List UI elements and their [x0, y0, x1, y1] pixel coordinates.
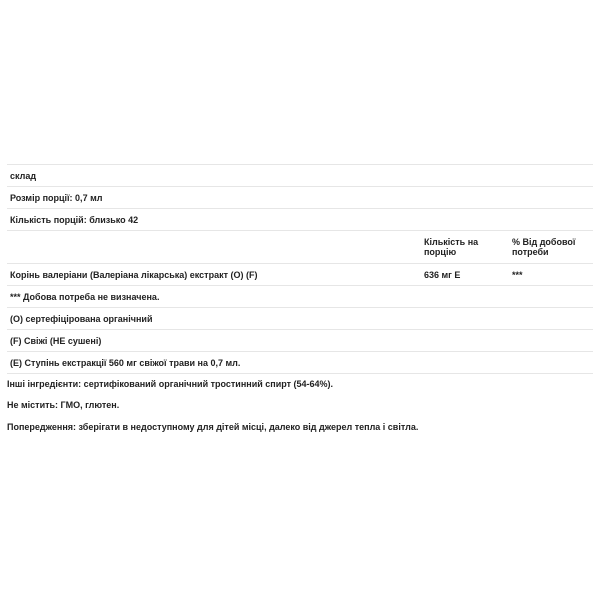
ingredient-amount: 636 мг E — [421, 264, 509, 286]
ingredient-dv: *** — [509, 264, 593, 286]
header-amount: Кількість на порцію — [421, 231, 509, 264]
note: (О) сертефіцірована органічний — [7, 308, 593, 330]
servings-count: Кількість порцій: близько 42 — [7, 209, 593, 231]
table-row — [7, 264, 593, 286]
serving-size: Розмір порції: 0,7 мл — [7, 187, 593, 209]
header-dv: % Від добової потреби — [509, 231, 593, 264]
does-not-contain: Не містить: ГМО, глютен. — [7, 400, 120, 410]
warning: Попередження: зберігати в недоступному для дітей місці, далеко від джерел тепла і світла. — [7, 422, 419, 432]
header-blank — [7, 231, 421, 264]
table-title: склад — [7, 165, 593, 187]
other-ingredients: Інші інгредієнти: сертифікований органічний тростинний спирт (54-64%). — [7, 379, 334, 389]
note: (E) Ступінь екстракції 560 мг свіжої трави на 0,7 мл. — [7, 352, 593, 374]
ingredient-name: Корінь валеріани (Валеріана лікарська) екстракт (О) (F) — [7, 264, 421, 286]
supplement-facts-table — [7, 164, 593, 374]
note: (F) Свіжі (НЕ сушені) — [7, 330, 593, 352]
note: *** Добова потреба не визначена. — [7, 286, 593, 308]
